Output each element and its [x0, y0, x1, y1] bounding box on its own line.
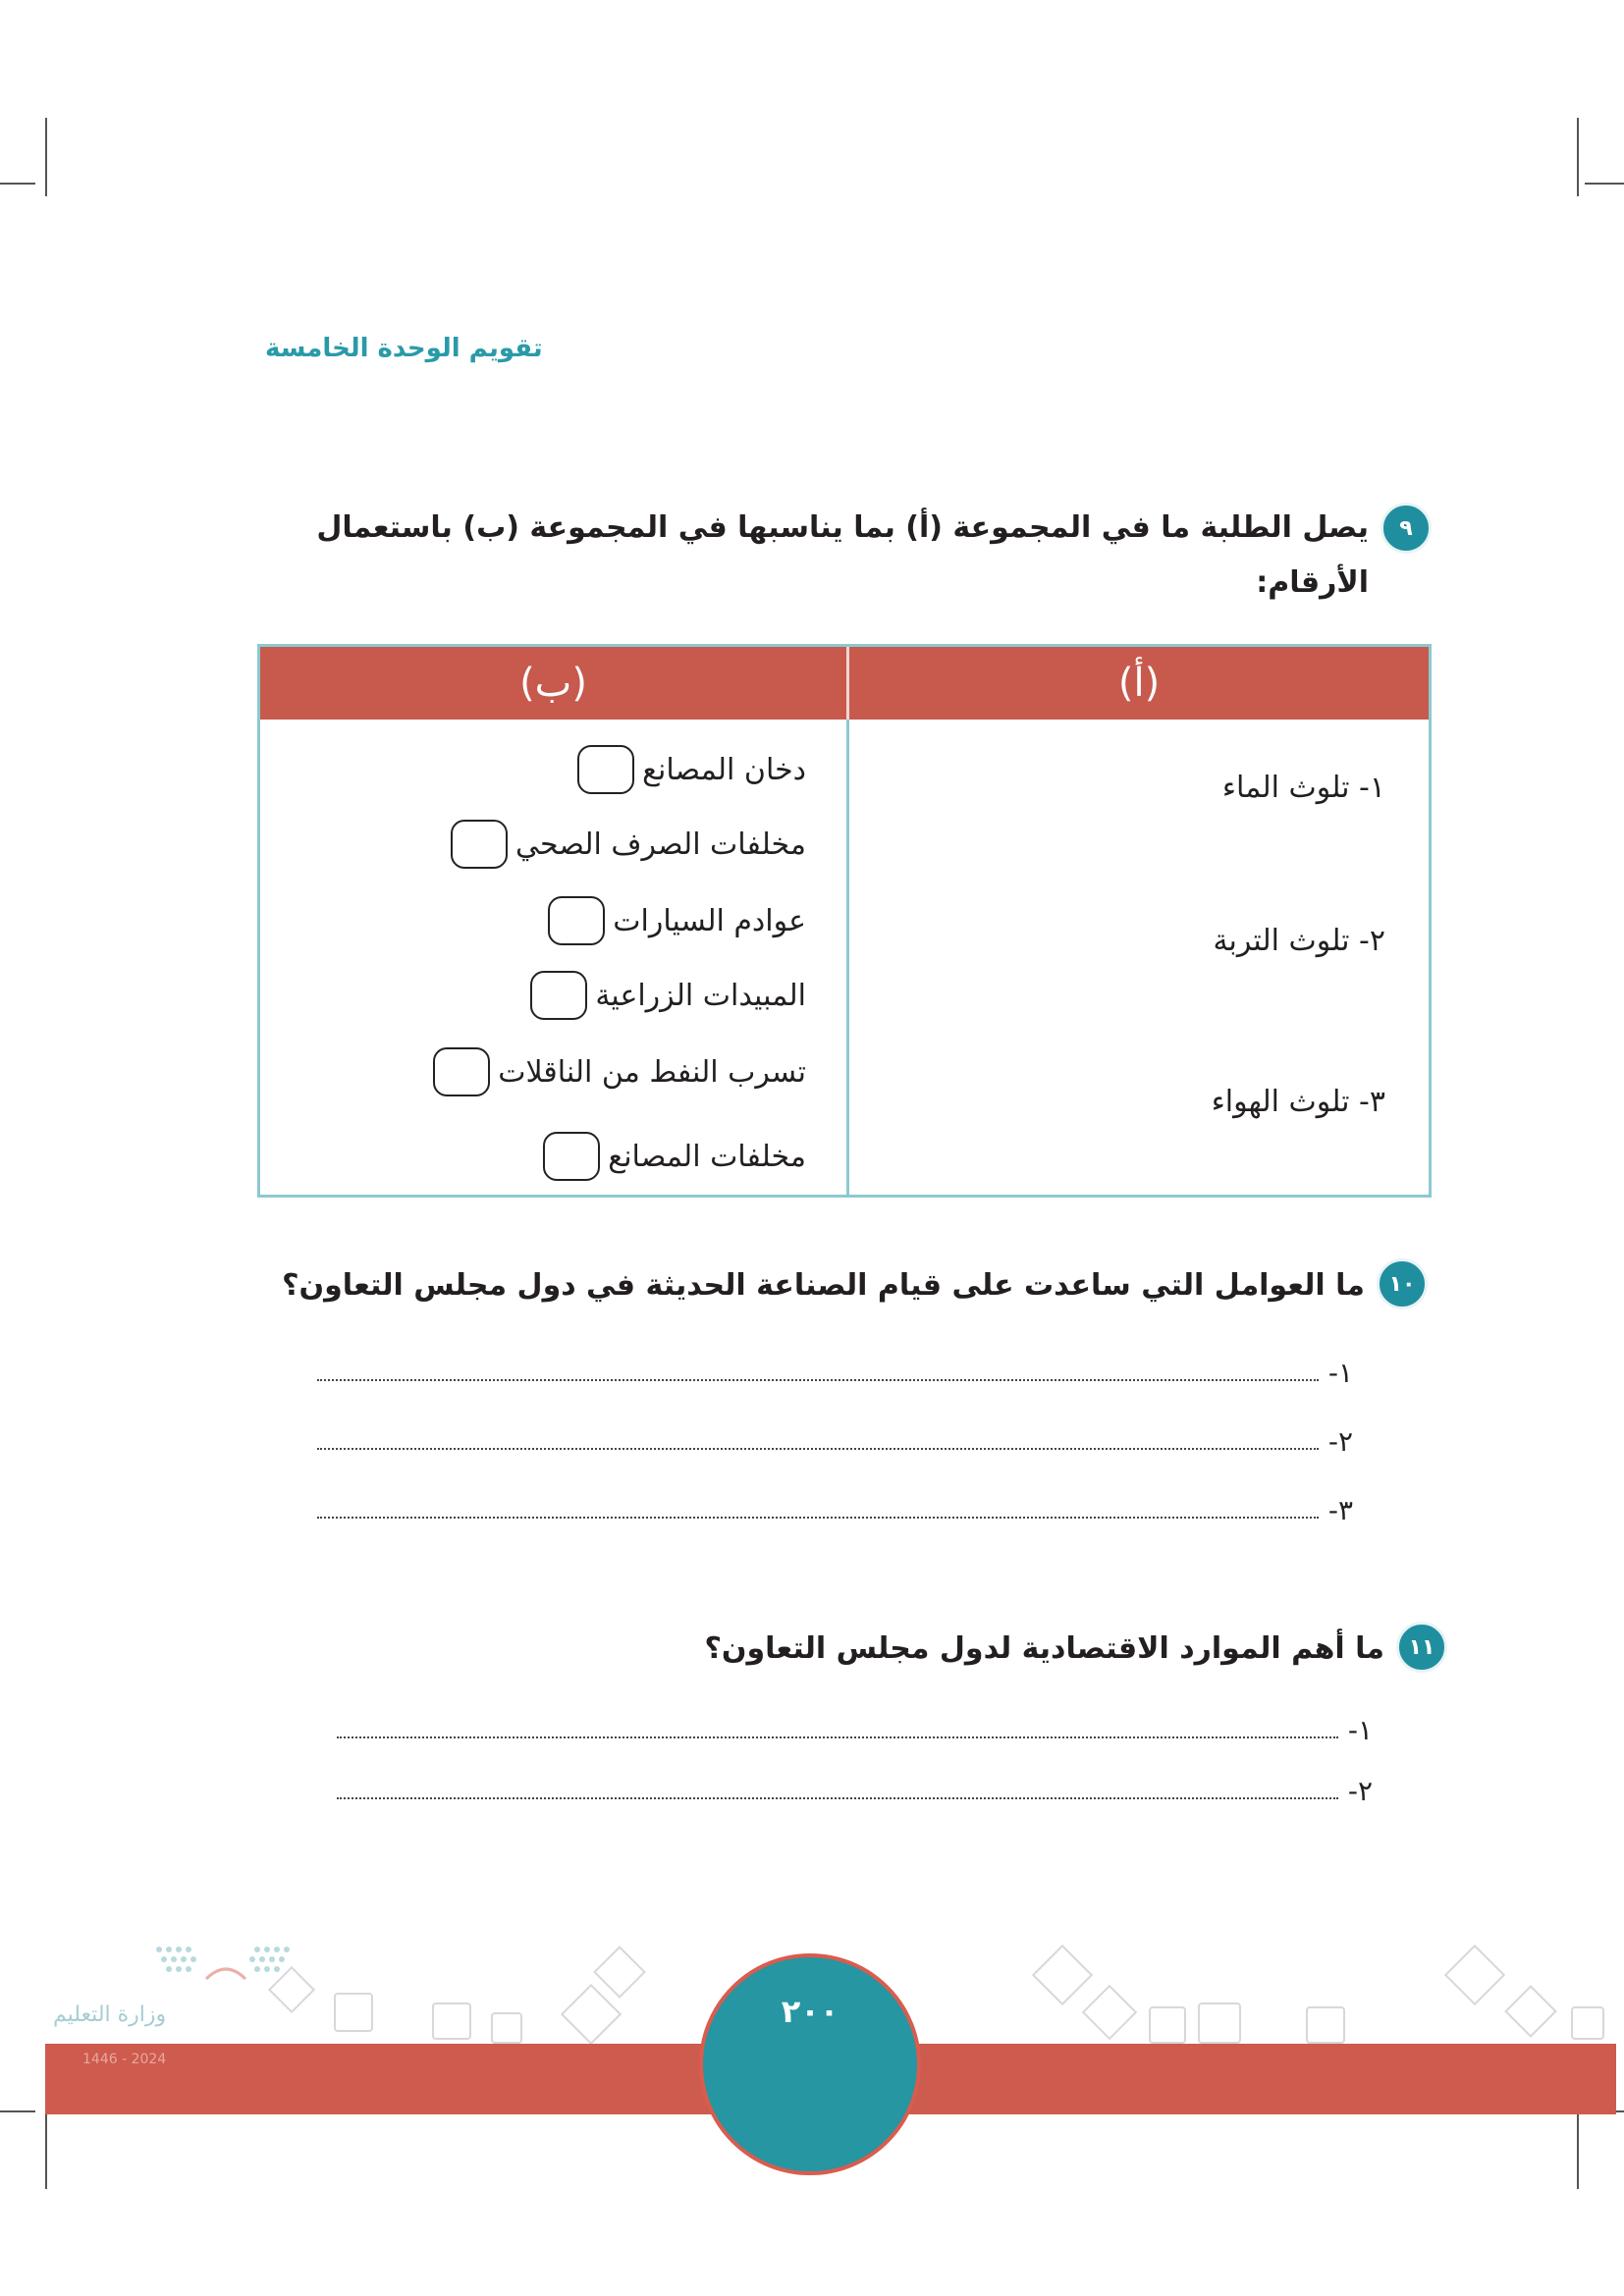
column-b-item-label: مخلفات المصانع [608, 1139, 806, 1174]
column-b-header: (ب) [260, 647, 846, 720]
question-11-badge: ١١ [1396, 1622, 1447, 1673]
answer-number: ٣- [1327, 1494, 1353, 1526]
column-b-item-label: مخلفات الصرف الصحي [514, 827, 806, 862]
section-title: تقويم الوحدة الخامسة [265, 334, 543, 363]
column-a-item: ٣- تلوث الهواء [1211, 1085, 1385, 1119]
question-11-answer-line[interactable] [312, 1775, 1373, 1807]
column-b-item [548, 896, 806, 945]
answer-box[interactable] [548, 896, 605, 945]
column-b-item-label: دخان المصانع [642, 752, 806, 787]
question-10-text: ما العوامل التي ساعدت على قيام الصناعة الحديثة في دول مجلس التعاون؟ [282, 1268, 1365, 1303]
answer-box[interactable] [543, 1132, 600, 1181]
crop-mark [45, 118, 47, 196]
column-b-item [543, 1132, 806, 1181]
answer-box[interactable] [451, 820, 508, 869]
crop-mark [45, 2110, 47, 2189]
answer-number: ٢- [1347, 1775, 1373, 1807]
question-9-badge: ٩ [1380, 503, 1432, 554]
column-b-item-label: المبيدات الزراعية [595, 978, 806, 1013]
column-a-item: ٢- تلوث التربة [1213, 924, 1385, 958]
dotted-line [317, 1517, 1319, 1519]
dotted-line [317, 1379, 1319, 1381]
question-11-text: ما أهم الموارد الاقتصادية لدول مجلس التعاون؟ [704, 1631, 1384, 1666]
answer-box[interactable] [577, 745, 634, 794]
page-number: ٢٠٠ [781, 1993, 839, 2030]
crop-mark [1577, 118, 1579, 196]
ministry-logo-text: وزارة التعليم [53, 2002, 167, 2027]
column-divider [846, 647, 849, 1195]
dotted-line [317, 1448, 1319, 1450]
crop-mark [0, 183, 35, 185]
answer-number: ١- [1347, 1714, 1373, 1746]
answer-number: ٢- [1327, 1425, 1353, 1458]
question-11-answer-line[interactable] [312, 1714, 1373, 1746]
question-9-text-line2: الأرقام: [1256, 565, 1369, 600]
column-b-item [530, 971, 806, 1020]
column-b-item [433, 1047, 806, 1096]
question-9-text-line1: يصل الطلبة ما في المجموعة (أ) بما يناسبها في المجموعة (ب) باستعمال [316, 510, 1369, 545]
dotted-line [337, 1736, 1338, 1738]
header-divider [846, 647, 849, 720]
column-a-item: ١- تلوث الماء [1221, 771, 1385, 805]
page-number-badge [699, 1953, 921, 2175]
question-10-answer-line[interactable] [293, 1425, 1353, 1458]
question-10-answer-line[interactable] [293, 1494, 1353, 1526]
ministry-logo-icon [147, 1940, 304, 1999]
dotted-line [337, 1797, 1338, 1799]
ministry-logo-year: 2024 - 1446 [82, 2052, 167, 2067]
answer-number: ١- [1327, 1357, 1353, 1389]
answer-box[interactable] [530, 971, 587, 1020]
answer-box[interactable] [433, 1047, 490, 1096]
crop-mark [0, 2110, 35, 2112]
column-b-item-label: عوادم السيارات [613, 903, 806, 938]
question-10-badge: ١٠ [1377, 1258, 1428, 1309]
crop-mark [1577, 2110, 1579, 2189]
question-10-answer-line[interactable] [293, 1357, 1353, 1389]
matching-table [257, 644, 1432, 1198]
column-b-item [577, 745, 806, 794]
column-b-item-label: تسرب النفط من الناقلات [498, 1054, 806, 1090]
column-b-item [451, 820, 806, 869]
column-a-header: (أ) [849, 647, 1429, 720]
crop-mark [1585, 183, 1624, 185]
